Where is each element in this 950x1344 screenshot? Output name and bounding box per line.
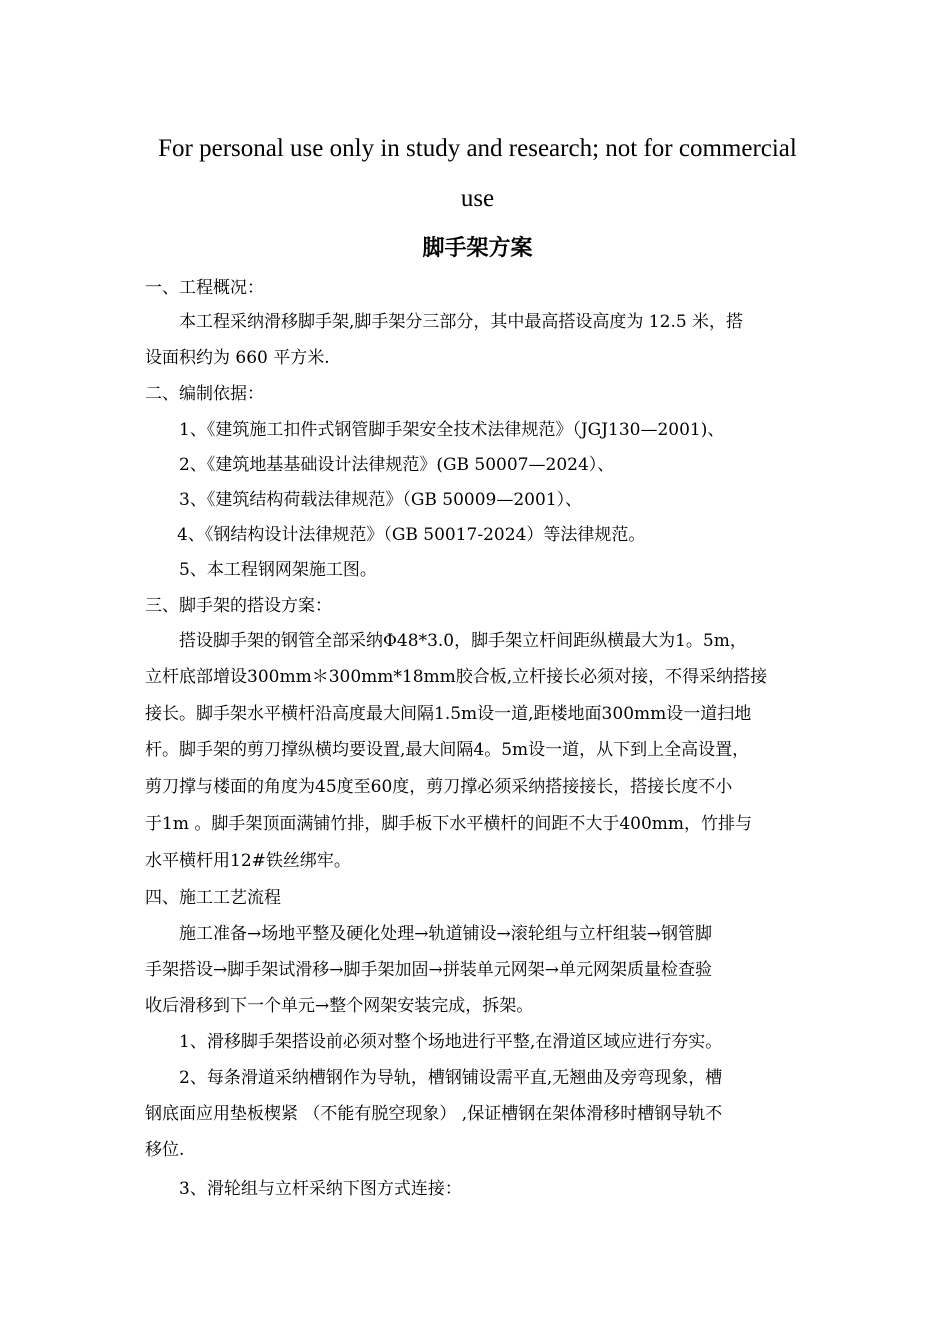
paragraph-line: 剪刀撑与楼面的角度为45度至60度，剪刀撑必须采纳搭接接长，搭接长度不小: [145, 777, 733, 797]
list-item: 2、每条滑道采纳槽钢作为导轨，槽钢铺设需平直,无翘曲及旁弯现象，槽: [179, 1068, 723, 1088]
paragraph-line: 于1m 。脚手架顶面满铺竹排，脚手板下水平横杆的间距不大于400mm，竹排与: [145, 814, 753, 834]
list-item: 1、《建筑施工扣件式钢管脚手架安全技术法律规范》（JGJ130—2001)、: [179, 420, 725, 440]
list-item: 5、本工程钢网架施工图。: [179, 560, 377, 580]
paragraph-line: 杆。脚手架的剪刀撑纵横均要设置,最大间隔4。5m设一道，从下到上全高设置，: [145, 740, 750, 760]
section-heading-overview: 一、工程概况：: [145, 278, 264, 298]
paragraph-line: 收后滑移到下一个单元→整个网架安装完成，拆架。: [145, 996, 534, 1016]
list-item: 1、滑移脚手架搭设前必须对整个场地进行平整,在滑道区域应进行夯实。: [179, 1032, 723, 1052]
usage-notice-line-2: use: [460, 185, 495, 212]
usage-notice-line-1: For personal use only in study and research; not for commercial: [158, 135, 797, 162]
section-heading-process: 四、施工工艺流程: [145, 888, 281, 908]
paragraph-line: 移位.: [145, 1140, 185, 1160]
list-item: 3、滑轮组与立杆采纳下图方式连接：: [179, 1179, 462, 1199]
section-heading-basis: 二、编制依据：: [145, 384, 264, 404]
paragraph-line: 钢底面应用垫板楔紧 （不能有脱空现象） ,保证槽钢在架体滑移时槽钢导轨不: [145, 1104, 723, 1124]
list-item: 3、《建筑结构荷载法律规范》（GB 50009—2001）、: [179, 490, 583, 510]
section-heading-scheme: 三、脚手架的搭设方案：: [145, 596, 332, 616]
list-item: 4、《钢结构设计法律规范》（GB 50017-2024）等法律规范。: [177, 525, 646, 545]
paragraph-line: 搭设脚手架的钢管全部采纳Φ48*3.0，脚手架立杆间距纵横最大为1。5m，: [179, 631, 747, 651]
paragraph-line: 水平横杆用12#铁丝绑牢。: [145, 851, 351, 871]
paragraph-line: 本工程采纳滑移脚手架,脚手架分三部分，其中最高搭设高度为 12.5 米，搭: [179, 312, 744, 332]
list-item: 2、《建筑地基基础设计法律规范》(GB 50007—2024）、: [179, 455, 615, 475]
paragraph-line: 设面积约为 660 平方米.: [145, 348, 330, 368]
paragraph-line: 立杆底部增设300mm＊300mm*18mm胶合板,立杆接长必须对接，不得采纳搭接: [145, 667, 768, 687]
paragraph-line: 接长。脚手架水平横杆沿高度最大间隔1.5m设一道,距楼地面300mm设一道扫地: [145, 704, 752, 724]
paragraph-line: 施工准备→场地平整及硬化处理→轨道铺设→滚轮组与立杆组装→钢管脚: [179, 924, 712, 944]
paragraph-line: 手架搭设→脚手架试滑移→脚手架加固→拼装单元网架→单元网架质量检查验: [145, 960, 712, 980]
document-title: 脚手架方案: [422, 236, 533, 261]
